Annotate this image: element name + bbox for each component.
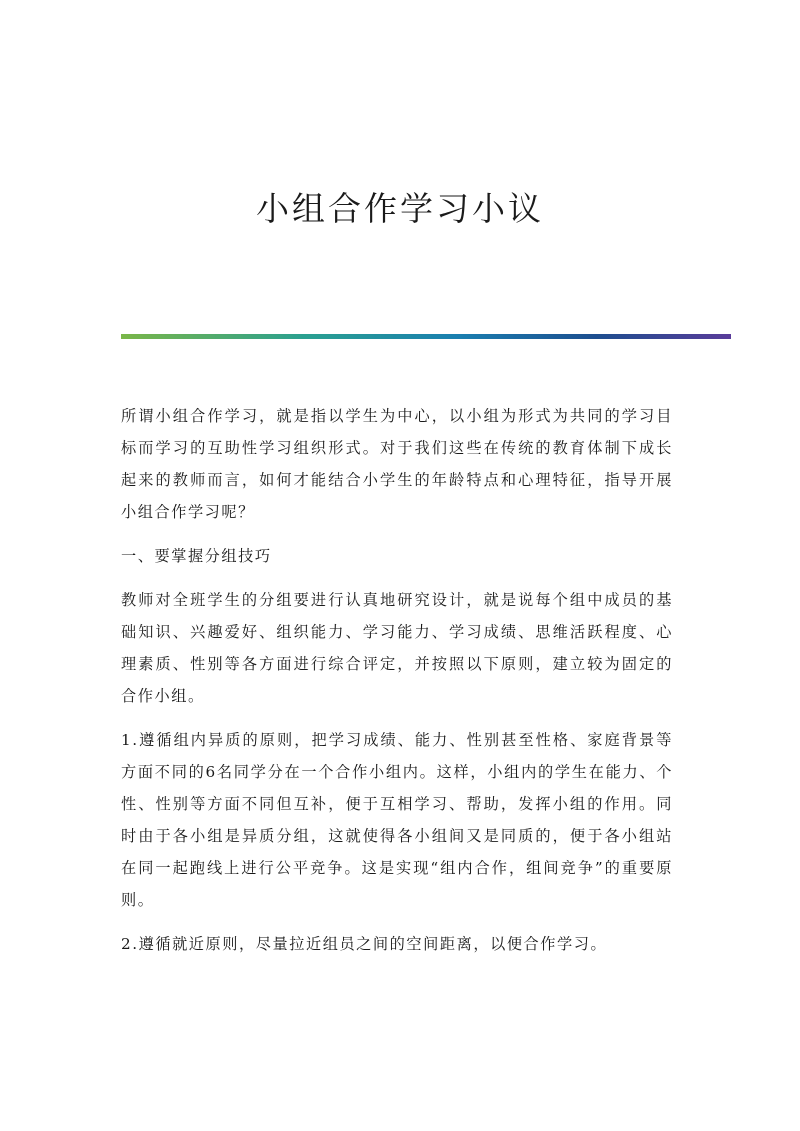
body-paragraph: 2.遵循就近原则，尽量拉近组员之间的空间距离，以便合作学习。 — [121, 935, 608, 953]
body-paragraph: 教师对全班学生的分组要进行认真地研究设计，就是说每个组中成员的基础知识、兴趣爱好、组织能力、学习能力、学习成绩、思维活跃程度、心理素质、性别等各方面进行综合评定，并按照以下原则，建立较为固定的合作小组。 — [121, 591, 673, 705]
section-heading: 一、要掌握分组技巧 — [121, 547, 272, 565]
intro-paragraph: 所谓小组合作学习，就是指以学生为中心，以小组为形式为共同的学习目标而学习的互助性学习组织形式。对于我们这些在传统的教育体制下成长起来的教师而言，如何才能结合小学生的年龄特点和心理特征，指导开展小组合作学习呢？ — [121, 407, 673, 521]
title-divider — [121, 334, 731, 339]
document-body — [121, 400, 673, 972]
document-title: 小组合作学习小议 — [256, 189, 544, 228]
body-paragraph: 1.遵循组内异质的原则，把学习成绩、能力、性别甚至性格、家庭背景等方面不同的6名同学分在一个合作小组内。这样，小组内的学生在能力、个性、性别等方面不同但互补，便于互相学习、帮助，发挥小组的作用。同时由于各小组是异质分组，这就使得各小组间又是同质的，便于各小组站在同一起跑线上进行公平竞争。这是实现“组内合作，组间竞争”的重要原则。 — [121, 731, 673, 909]
